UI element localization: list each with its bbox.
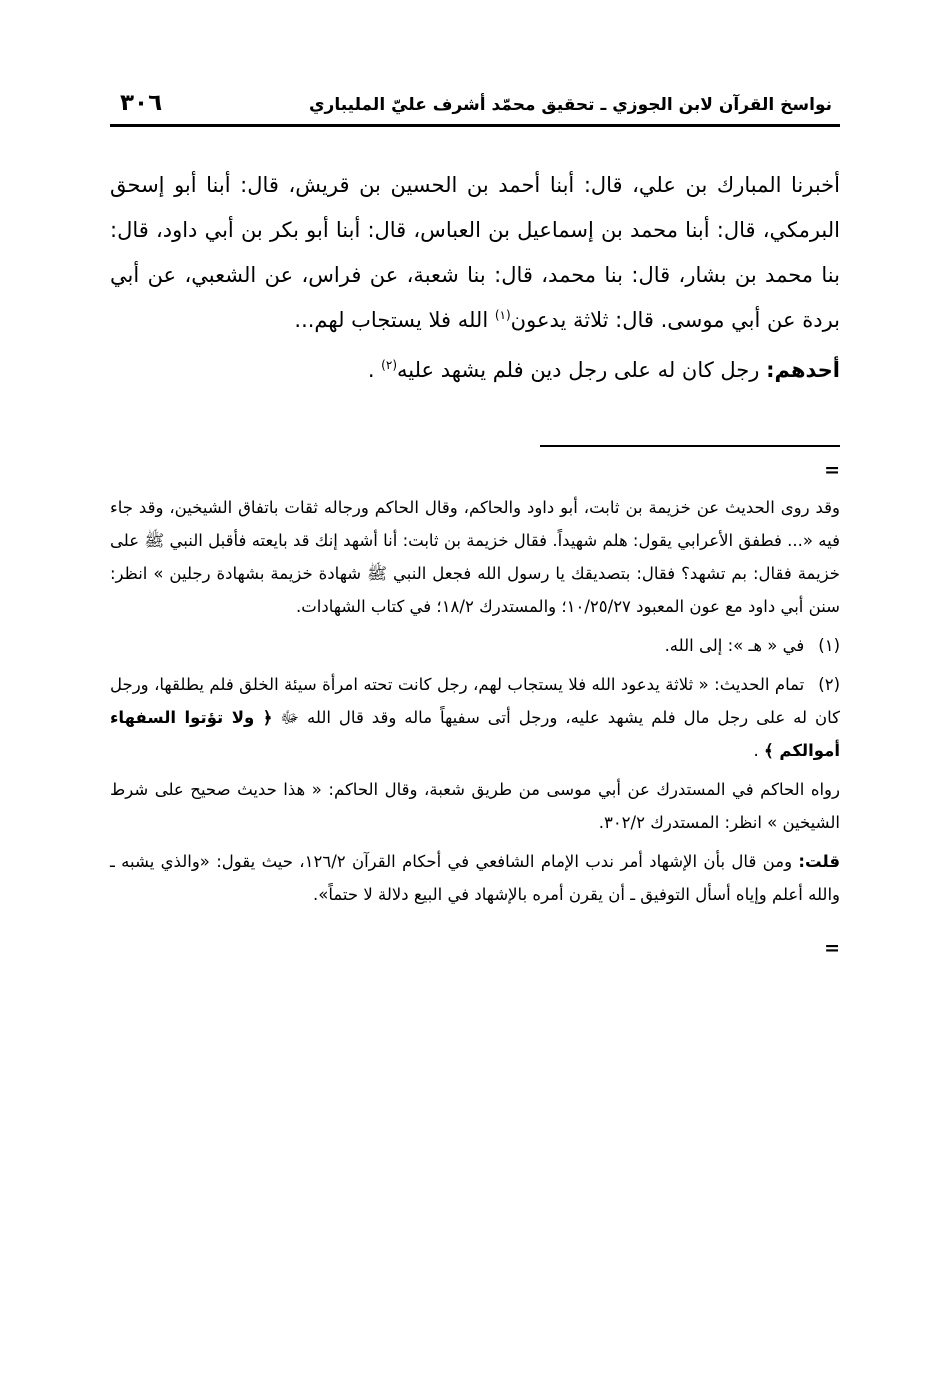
page-number: ٣٠٦: [120, 90, 163, 116]
body-text: [110, 163, 840, 393]
body-paragraph-1-text: أخبرنا المبارك بن علي، قال: أبنا أحمد بن الحسين بن قريش، قال: أبنا أبو إسحق البرمكي، قال: أبنا محمد بن إسماعيل بن العباس، قال: أبنا أبو بكر بن أبي داود، قال: بنا محمد بن بشار، قال: بنا محمد، قال: بنا شعبة، عن فراس، عن الشعبي، عن أبي بردة عن أبي موسى. قال: ثلاثة يدعون: [110, 173, 840, 333]
footnote-separator-wrap: [110, 445, 840, 447]
footnote-item-1-text: في « هـ »: إلى الله.: [664, 635, 805, 655]
body-paragraph-2: [110, 348, 840, 393]
body-paragraph-1-continued: الله فلا يستجاب لهم...: [294, 308, 489, 333]
footnote-extra-2-lead: قلت:: [798, 851, 840, 871]
footnote-item-2-end: .: [753, 740, 764, 760]
body-paragraph-2-text: رجل كان له على رجل دين فلم يشهد عليه: [397, 357, 767, 382]
footnote-extra-1: رواه الحاكم في المستدرك عن أبي موسى من طريق شعبة، وقال الحاكم: « هذا حديث صحيح على شرط الشيخين » انظر: المستدرك ٣٠٢/٢.: [110, 779, 840, 832]
footnote-continued: وقد روى الحديث عن خزيمة بن ثابت، أبو داود والحاكم، وقال الحاكم ورجاله ثقات باتفاق الشيخين، وقد جاء فيه «... فطفق الأعرابي يقول: هلم شهيداً. فقال خزيمة بن ثابت: أنا أشهد إنك قد بايعته فأقبل النبي ﷺ على خزيمة فقال: بم تشهد؟ فقال: بتصديقك يا رسول الله فجعل النبي ﷺ شهادة خزيمة بشهادة رجلين » انظر: سنن أبي داود مع عون المعبود ١٠/٢٥/٢٧؛ والمستدرك ١٨/٢؛ في كتاب الشهادات.: [110, 497, 840, 616]
footnote-item-2-number: (٢): [818, 674, 840, 694]
footnote-extra-2-text: ومن قال بأن الإشهاد أمر ندب الإمام الشافعي في أحكام القرآن ١٢٦/٢، حيث يقول: «والذي يشبه ـ والله أعلم وإياه أسأل التوفيق ـ أن يقرن أمره بالإشهاد في البيع دلالة لا حتماً».: [110, 851, 840, 904]
body-paragraph-1: [110, 163, 840, 344]
footnote-item-1-number: (١): [818, 635, 840, 655]
header-divider: [110, 124, 840, 127]
footnote-separator-line: [540, 445, 840, 447]
page-header: [110, 90, 840, 116]
footnote-extra-2: [110, 845, 840, 911]
footnote-end-mark: =: [824, 936, 840, 959]
footnote-item-1: [110, 629, 840, 662]
page-content: [110, 90, 840, 959]
body-paragraph-2-end: .: [367, 357, 382, 382]
body-paragraph-2-lead: أحدهم:: [766, 357, 840, 382]
quran-quote: ﴿ ولا تؤتوا السفهاء أموالكم ﴾: [110, 707, 840, 760]
footnote-item-2-text: تمام الحديث: « ثلاثة يدعود الله فلا يستجاب لهم، رجل كانت تحته امرأة سيئة الخلق فلم يطلقها، ورجل كان له على رجل مال فلم يشهد عليه، ورجل أتى سفيهاً ماله وقد قال الله ﷻ: [110, 674, 840, 727]
footnote-continuation-mark: =: [824, 458, 840, 481]
header-title: نواسخ القرآن لابن الجوزي ـ تحقيق محمّد أشرف عليّ المليباري: [308, 95, 832, 115]
footnote-ref-2: (٢): [381, 357, 397, 372]
footnote-item-2: [110, 668, 840, 767]
footnotes-block: [110, 491, 840, 911]
footnote-ref-1: (١): [494, 308, 511, 323]
